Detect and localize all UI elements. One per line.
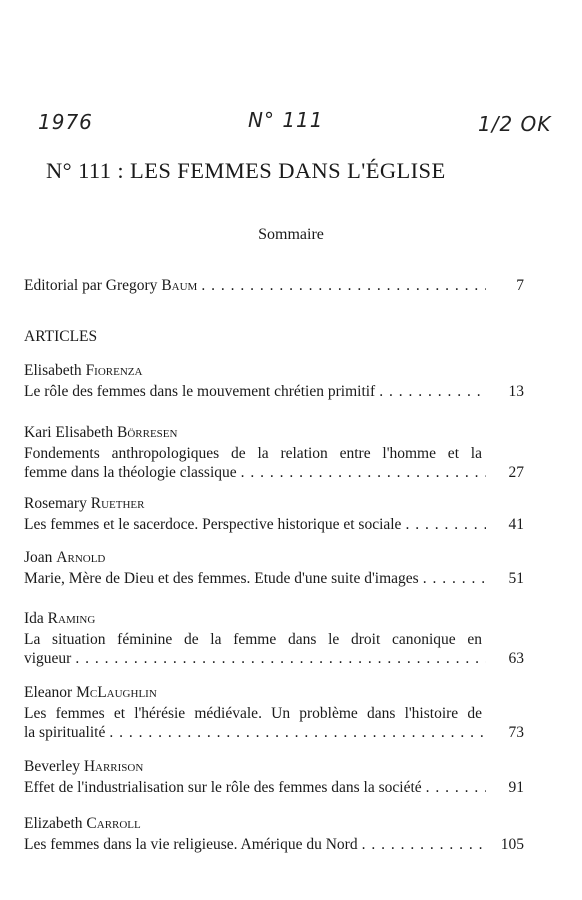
handwritten-note: 1/2 OK (478, 112, 552, 136)
article-author (24, 683, 524, 702)
article-title-line: Marie, Mère de Dieu et des femmes. Etude d'une suite d'images (24, 570, 419, 587)
editorial-entry (24, 276, 524, 295)
article-title-line: Les femmes et le sacerdoce. Perspective historique et sociale (24, 516, 402, 533)
article-page: 27 (508, 464, 524, 481)
author-first-name: Ida (24, 610, 48, 627)
article-author (24, 757, 524, 776)
section-heading: ARTICLES (24, 328, 98, 345)
article-author (24, 423, 524, 442)
author-surname: Fiorenza (85, 362, 143, 379)
leader-dots (379, 382, 486, 401)
article-entry (24, 494, 524, 534)
leader-dots (241, 463, 486, 482)
author-first-name: Elisabeth (24, 362, 86, 379)
author-surname: Ruether (90, 495, 145, 512)
article-title-line: Le rôle des femmes dans le mouvement chrétien primitif (24, 383, 376, 400)
author-surname: Raming (47, 610, 96, 627)
article-page: 13 (508, 383, 524, 400)
leader-dots (423, 569, 486, 588)
article-page: 73 (508, 724, 524, 741)
article-page: 105 (500, 836, 524, 853)
article-title-line: Effet de l'industrialisation sur le rôle des femmes dans la société (24, 779, 422, 796)
article-author (24, 609, 524, 628)
author-surname: Börresen (116, 424, 178, 441)
article-page: 51 (508, 570, 524, 587)
article-entry (24, 609, 524, 668)
article-page: 91 (508, 779, 524, 796)
article-title-line: La situation féminine de la femme dans le droit canonique en (24, 631, 482, 648)
author-surname: Harrison (83, 758, 144, 775)
author-surname: McLaughlin (76, 684, 157, 701)
article-title-line: vigueur (24, 650, 72, 667)
article-entry (24, 548, 524, 588)
leader-dots (109, 723, 486, 742)
article-author (24, 361, 524, 380)
leader-dots (405, 515, 486, 534)
article-title-line: femme dans la théologie classique (24, 464, 237, 481)
article-entry (24, 814, 524, 854)
editorial-text: Editorial par Gregory Baum (24, 277, 198, 294)
article-entry (24, 683, 524, 742)
article-title-line: Les femmes dans la vie religieuse. Amérique du Nord (24, 836, 358, 853)
article-title-line: Les femmes et l'hérésie médiévale. Un problème dans l'histoire de (24, 705, 482, 722)
author-first-name: Kari Elisabeth (24, 424, 117, 441)
article-author (24, 814, 524, 833)
leader-dots (426, 778, 486, 797)
article-entry (24, 423, 524, 482)
author-surname: Arnold (56, 549, 106, 566)
article-page: 41 (508, 516, 524, 533)
handwritten-year: 1976 (38, 110, 93, 134)
article-author (24, 548, 524, 567)
article-entry (24, 361, 524, 401)
author-first-name: Joan (24, 549, 57, 566)
leader-dots (362, 835, 486, 854)
editorial-page: 7 (516, 277, 524, 294)
leader-dots (75, 649, 486, 668)
author-first-name: Rosemary (24, 495, 91, 512)
author-first-name: Beverley (24, 758, 84, 775)
author-surname: Carroll (86, 815, 141, 832)
author-first-name: Eleanor (24, 684, 77, 701)
article-page: 63 (508, 650, 524, 667)
article-title-line: Fondements anthropologiques de la relation entre l'homme et la (24, 445, 482, 462)
summary-heading: Sommaire (258, 226, 324, 243)
leader-dots (201, 276, 486, 295)
page-title: N° 111 : LES FEMMES DANS L'ÉGLISE (46, 158, 446, 183)
author-first-name: Elizabeth (24, 815, 87, 832)
handwritten-number: N° 111 (248, 108, 324, 132)
article-entry (24, 757, 524, 797)
article-title-line: la spiritualité (24, 724, 106, 741)
article-author (24, 494, 524, 513)
